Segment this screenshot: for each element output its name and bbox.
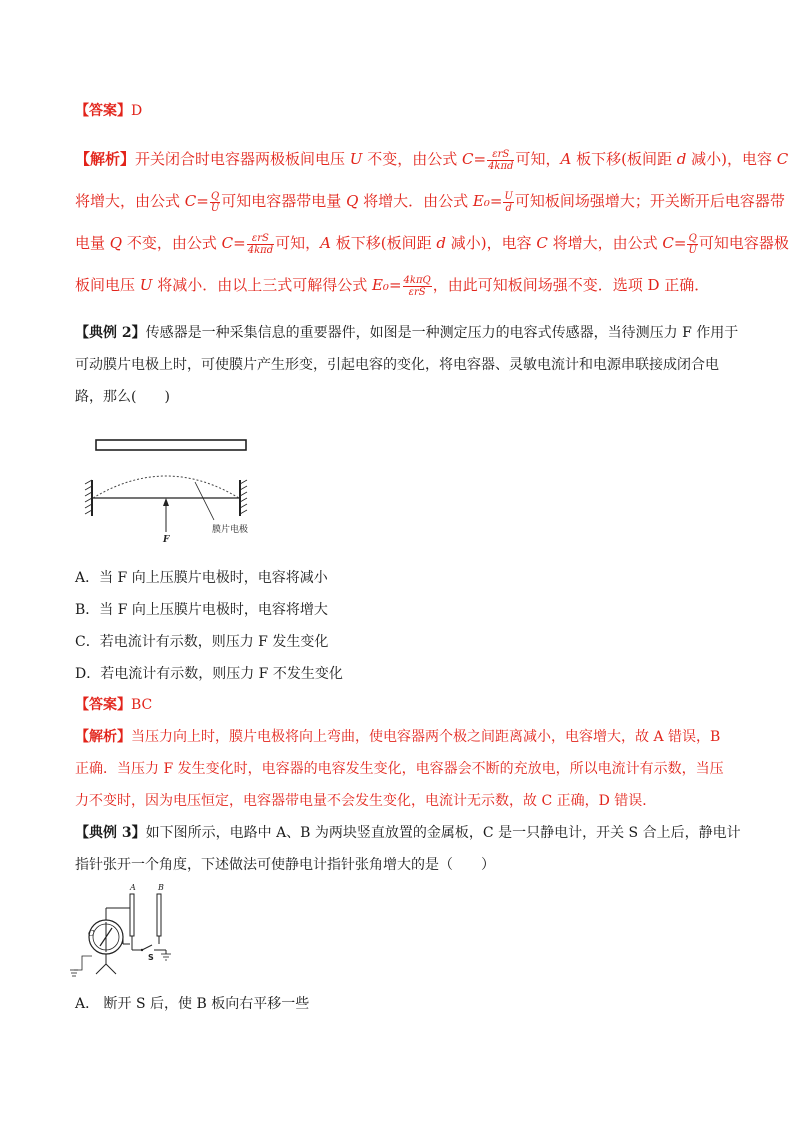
var-C: C [536, 234, 548, 252]
text: 可知板间场强增大；开关断开后电容器带 [514, 192, 785, 210]
switch-pivot [141, 949, 143, 951]
fraction [503, 191, 513, 214]
example3-option-a: A． 断开 S 后，使 B 板向右平移一些 [75, 996, 310, 1012]
equals: = [196, 192, 209, 210]
var-C: C [776, 150, 789, 168]
example2-line-1 [75, 322, 738, 344]
text: 将减小．由以上三式可解得公式 [152, 276, 372, 294]
answer-line-1 [75, 100, 142, 122]
fraction-numerator: 4kπQ [403, 274, 431, 286]
answer-line-2 [75, 694, 152, 716]
plate-B-label: B [158, 883, 164, 892]
force-label: F [163, 535, 170, 545]
text: 将增大．由公式 [358, 192, 473, 210]
example2-option-a: A．当 F 向上压膜片电极时，电容将减小 [75, 570, 328, 586]
question-text: 传感器是一种采集信息的重要器件，如图是一种测定压力的电容式传感器，当待测压力 F 作用于 [145, 325, 739, 341]
fraction-numerator: εrS [247, 233, 274, 245]
deformed-membrane [93, 476, 239, 498]
example2-line-3: 路，那么( ) [75, 389, 170, 405]
fraction-numerator: Q [688, 232, 697, 244]
ground-icon [161, 954, 171, 960]
left-wall-hatch [85, 480, 92, 514]
text: 电量 [75, 234, 110, 252]
fraction-denominator: d [505, 202, 512, 214]
text: 不变，由公式 [362, 150, 462, 168]
var-A: A [320, 234, 331, 252]
analysis1-line-2 [75, 190, 785, 214]
analysis2-line-1 [75, 726, 720, 748]
electrometer-circuit-diagram [68, 880, 188, 980]
example3-line-2: 指针张开一个角度，下述做法可使静电计指针张角增大的是（ ） [75, 857, 495, 873]
ground-icon [70, 970, 78, 976]
right-wall-hatch [240, 480, 247, 514]
example2-line-2: 可动膜片电极上时，可使膜片产生形变，引起电容的变化，将电容器、灵敏电流计和电源串联接成闭合电 [75, 357, 719, 373]
answer-value: D [131, 103, 143, 119]
fraction-denominator: U [210, 202, 220, 214]
stand-leg [106, 964, 116, 974]
answer-tag: 【答案】 [75, 697, 131, 713]
fraction-numerator: U [504, 190, 513, 202]
equals: = [473, 150, 487, 168]
equals: = [233, 234, 246, 252]
text: 将增大，由公式 [547, 234, 663, 252]
text: 当压力向上时，膜片电极将向上弯曲，使电容器两个极之间距离减小，电容增大，故 A 错误，B [131, 729, 721, 745]
text: 减小)，电容 [686, 150, 777, 168]
ground-wire [74, 956, 92, 970]
answer-tag: 【答案】 [75, 103, 131, 119]
fraction-numerator: εrS [487, 149, 514, 161]
fraction-denominator: U [688, 244, 697, 256]
var-A: A [560, 150, 572, 168]
electrometer-label: C [88, 929, 95, 938]
var-U: U [349, 150, 363, 168]
text: 可知电容器带电量 [221, 192, 347, 210]
var-C: C [662, 234, 674, 252]
plate-B [157, 894, 161, 936]
var-Q: Q [346, 192, 359, 210]
example-tag: 【典例 2】 [75, 325, 146, 341]
question-text: 如下图所示，电路中 A、B 为两块竖直放置的金属板，C 是一只静电计，开关 S 合上后，静电计 [145, 825, 741, 841]
analysis1-line-4 [75, 274, 709, 298]
analysis1-line-1 [75, 148, 788, 172]
text: 开关闭合时电容器两极板间电压 [135, 150, 350, 168]
equals: = [673, 234, 687, 252]
var-d: d [676, 150, 687, 168]
fraction [403, 275, 432, 298]
var-C: C [221, 234, 234, 252]
example2-option-c: C．若电流计有示数，则压力 F 发生变化 [75, 634, 329, 650]
analysis2-line-3: 力不变时，因为电压恒定，电容器带电量不会发生变化，电流计无示数，故 C 正确，D 错误． [75, 793, 657, 809]
var-d: d [436, 234, 446, 252]
analysis2-line-2: 正确．当压力 F 发生变化时，电容器的电容发生变化，电容器会不断的充放电，所以电流计有示数，当压 [75, 761, 724, 777]
var-C: C [184, 192, 197, 210]
analysis-tag: 【解析】 [75, 150, 136, 168]
plate-A-label: A [130, 883, 136, 892]
var-Q: Q [109, 234, 123, 252]
text: 板间电压 [75, 276, 140, 294]
equals: = [388, 276, 402, 294]
text: 可知电容器极 [698, 234, 789, 252]
text: 可知， [515, 150, 561, 168]
fraction-denominator: 4kπd [488, 160, 514, 172]
text: 将增大，由公式 [75, 192, 185, 210]
switch-label: S [148, 953, 154, 962]
example3-line-1 [75, 822, 741, 844]
stand-leg [96, 964, 106, 974]
var-E0: E₀ [371, 276, 389, 294]
sensor-diagram [82, 436, 262, 546]
fraction-denominator: εrS [408, 286, 426, 298]
fixed-plate [96, 440, 246, 450]
var-U: U [139, 276, 153, 294]
text: 板下移(板间距 [571, 150, 677, 168]
fraction-denominator: 4kπd [247, 244, 274, 256]
membrane-label: 膜片电极 [212, 525, 249, 535]
force-arrowhead [163, 498, 169, 506]
var-E0: E₀ [472, 192, 490, 210]
example2-option-d: D．若电流计有示数，则压力 F 不发生变化 [75, 666, 343, 682]
text: 减小)，电容 [445, 234, 537, 252]
text: 板下移(板间距 [330, 234, 437, 252]
fraction [687, 233, 697, 256]
fraction [210, 191, 220, 214]
plate-A [130, 894, 134, 936]
var-C: C [462, 150, 474, 168]
text: ，由此可知板间场强不变．选项 D 正确． [432, 276, 710, 294]
analysis1-line-3 [75, 232, 789, 256]
example2-option-b: B．当 F 向上压膜片电极时，电容将增大 [75, 602, 328, 618]
fraction-numerator: Q [210, 190, 220, 202]
leader-line [195, 482, 214, 520]
answer-value: BC [131, 697, 153, 713]
text: 可知， [275, 234, 321, 252]
equals: = [489, 192, 503, 210]
analysis-tag: 【解析】 [75, 729, 131, 745]
switch-lever [142, 945, 152, 950]
example-tag: 【典例 3】 [75, 825, 146, 841]
fraction [487, 149, 514, 172]
fraction [247, 233, 274, 256]
text: 不变，由公式 [122, 234, 222, 252]
